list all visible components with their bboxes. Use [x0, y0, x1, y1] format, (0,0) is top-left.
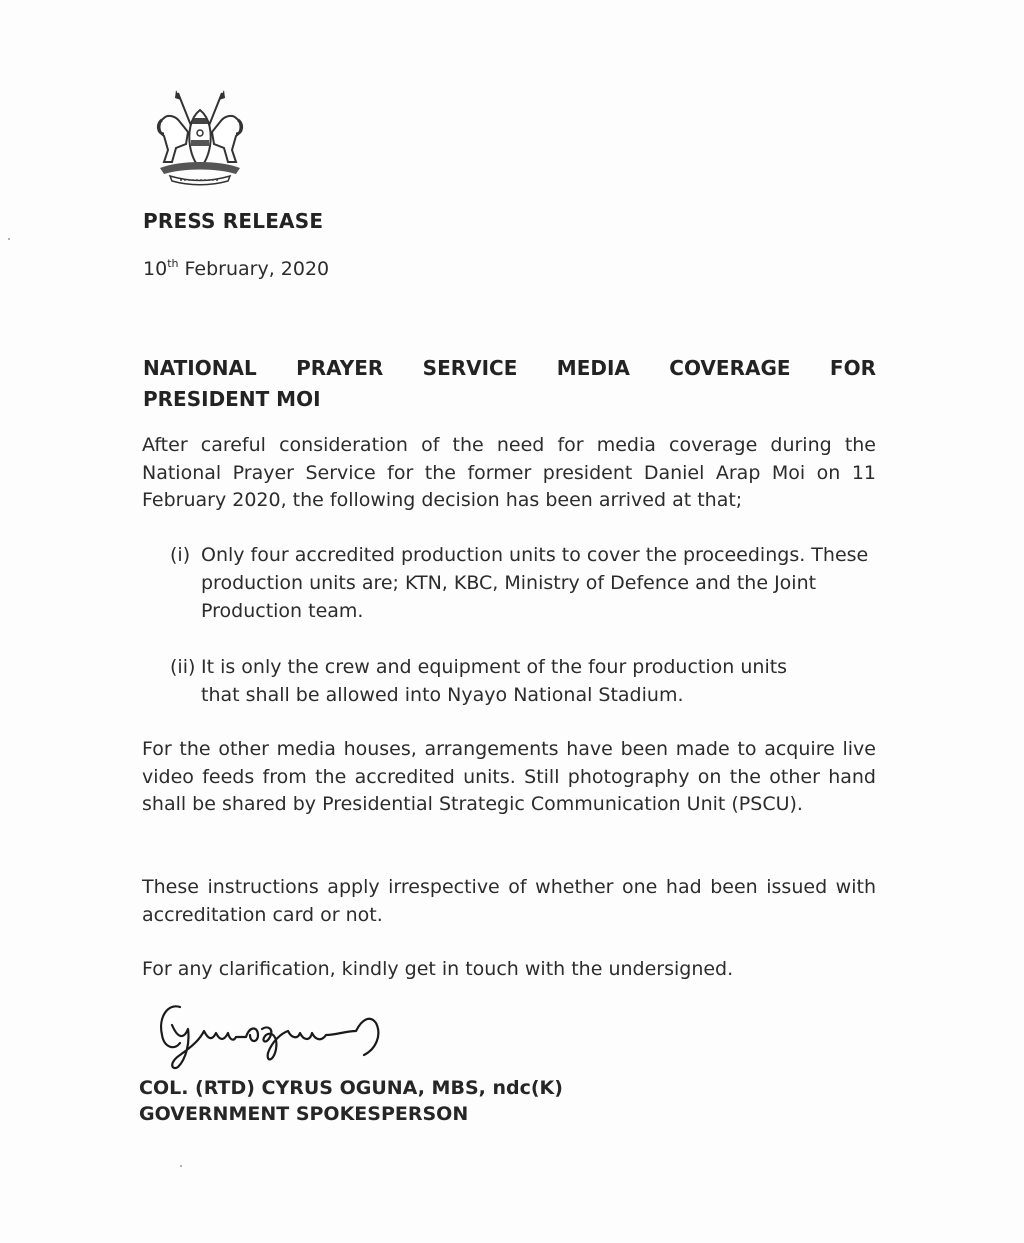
instructions-paragraph: These instructions apply irrespective of whether one had been issued with accreditation card or not. — [142, 876, 876, 926]
clarification-paragraph: For any clarification, kindly get in touch with the undersigned. — [142, 958, 734, 980]
other-media-paragraph: For the other media houses, arrangements have been made to acquire live video feeds from the accredited units. Still photography on the other hand shall be shared by Presidential Strategic Communication Unit (PSCU). — [142, 738, 876, 815]
intro-paragraph: After careful consideration of the need for media coverage during the National Prayer Service for the former president Daniel Arap Moi on 11 February 2020, the following decision has been arrived at that; — [142, 434, 876, 511]
date-suffix: th — [167, 257, 179, 270]
scan-speck — [8, 238, 10, 240]
signatory-role: GOVERNMENT SPOKESPERSON — [139, 1103, 469, 1125]
list-item — [170, 653, 876, 709]
list-marker: (i) — [170, 544, 191, 566]
document-title: PRESS RELEASE — [143, 209, 324, 233]
heading-word: NATIONAL — [143, 356, 257, 380]
release-date — [143, 258, 329, 280]
date-day: 10 — [143, 258, 168, 280]
heading-word: COVERAGE — [669, 356, 791, 380]
heading-word: PRAYER — [296, 356, 384, 380]
list-item-text: It is only the crew and equipment of the four production units that shall be allowed into Nyayo National Stadium. — [201, 656, 788, 706]
coat-of-arms-icon — [150, 88, 250, 188]
heading-line-2: PRESIDENT MOI — [143, 387, 321, 411]
list-marker: (ii) — [170, 656, 196, 678]
heading-word: FOR — [829, 356, 876, 380]
signature-icon — [150, 995, 450, 1075]
list-item-text: Only four accredited production units to cover the proceedings. These production units are; KTN, KBC, Ministry of Defence and the Joint Production team. — [201, 544, 869, 622]
list-item — [170, 541, 876, 625]
scan-speck — [180, 1165, 182, 1167]
heading-word: MEDIA — [556, 356, 630, 380]
release-heading — [143, 353, 876, 415]
heading-word: SERVICE — [422, 356, 518, 380]
heading-line-1 — [143, 353, 876, 384]
date-rest: February, 2020 — [178, 258, 330, 280]
signatory-name: COL. (RTD) CYRUS OGUNA, MBS, ndc(K) — [139, 1077, 563, 1099]
